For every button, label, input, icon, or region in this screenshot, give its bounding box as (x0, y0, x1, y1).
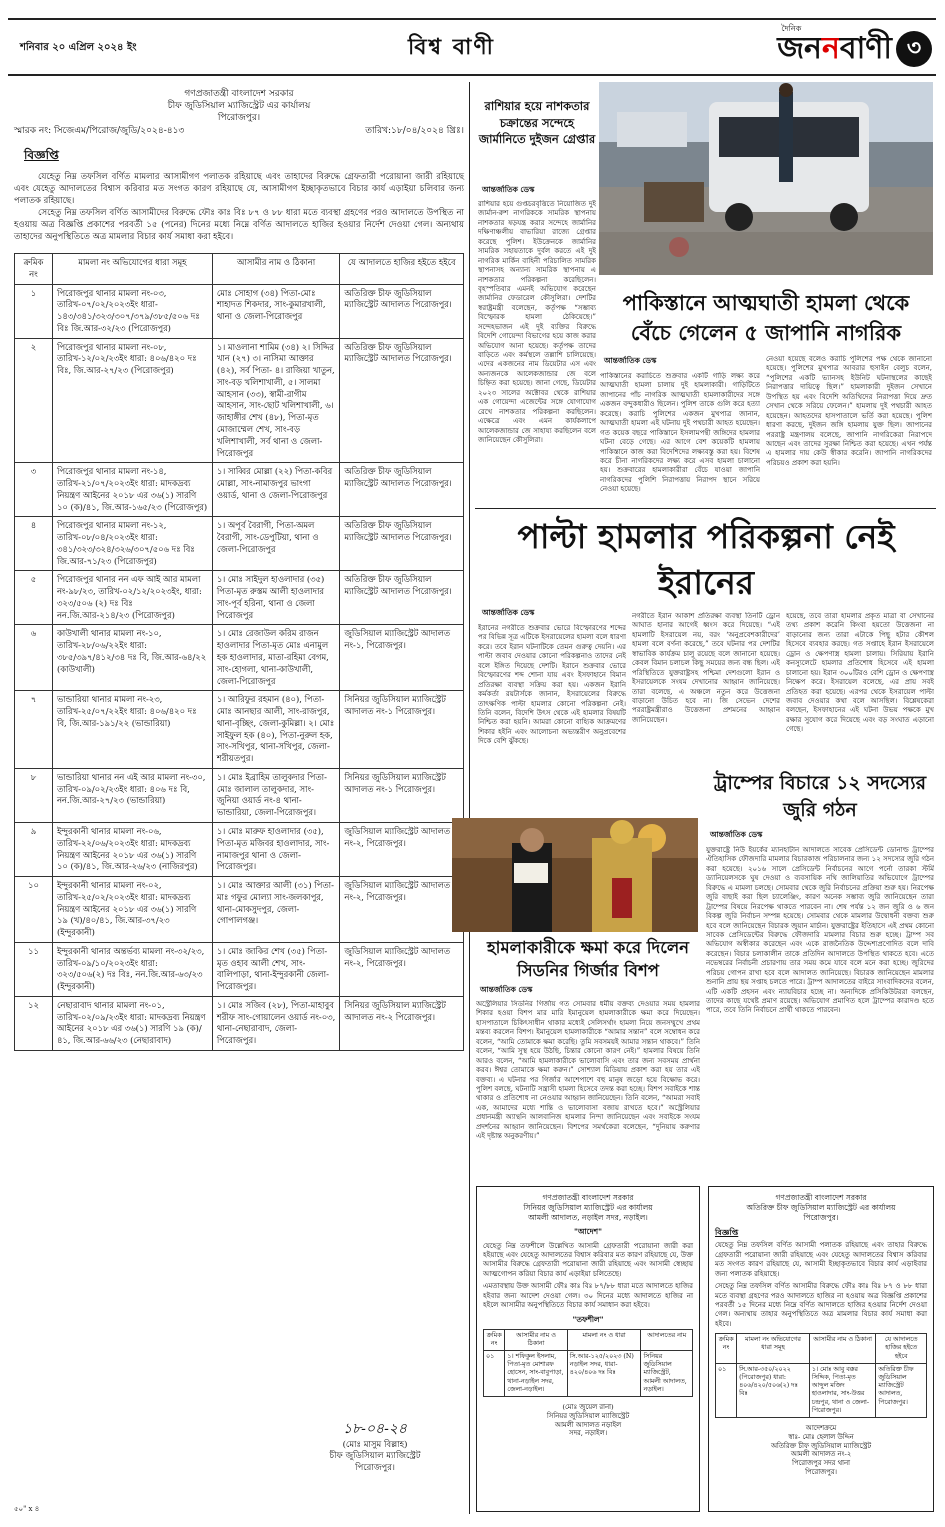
table-row (15, 822, 464, 876)
table-cell: ১। মোঃ ইব্রাহিম তালুকদার পিতা-মোঃ জালাল তালুকদার, সাং-জুনিয়া ওয়ার্ড নং-৪ থানা-ভান্ডারিয়া, জেলা-পিরোজপুর। (212, 768, 340, 822)
notice-signature: ১৮-০৪-২৪ (মোঃ মাসুম বিল্লাহ) চীফ জুডিসিয়াল ম্যাজিস্ট্রেট পিরোজপুর। (290, 1420, 460, 1475)
ad-table: ক্রমিক নং আসামীর নাম ও ঠিকানা মামলা নং ও ধারা আদালতের নাম ০১ ১। শফিকুল ইসলাম, পিতা-মৃত মোশারফ হোসেন, সাং-বাবুপাড়া, থানা-নড়াইল সদর, জেলা-নড়াইল। সি.আর-১২৫/২০২৩ (N) নড়াইল সদর, ধারা- ৪২০/৪০৬ দঃ বিঃ সিনিয়র জুডিসিয়াল ম্যাজিস্ট্রেট, আমলী আদালত, নড়াইল। (483, 1329, 693, 1397)
table-cell: ৯ (15, 822, 53, 876)
table-cell: ৪ (15, 517, 53, 571)
table-row: ০১ সি.আর-৩৫০/২০২২ (পিরোজপুর) ধারা: ৪০৬/৪২০/৫০৬(২) দঃ বিঃ ১। মোঃ আবু বক্কর সিদ্দিক, পিতা-মৃত আব্দুল মজিদ হাওলাদার, সাং-উত্তর চন্দ্রপুর, থানা ও জেলা-পিরোজপুর। অতিরিক্ত চীফ জুডিসিয়াল ম্যাজিস্ট্রেট আদালত, পিরোজপুর। (716, 1363, 927, 1417)
table-row (15, 691, 464, 769)
logo-tagline: দৈনিক (781, 24, 802, 33)
ad-signature: (মোঃ জুয়েল রানা) সিনিয়র জুডিসিয়াল ম্যাজিস্ট্রেট আমলী আদালত নড়াইল সদর, নড়াইল। (546, 1402, 630, 1438)
table-row (15, 877, 464, 943)
masthead (8, 18, 936, 76)
table-row (15, 625, 464, 691)
table-cell: জুডিসিয়াল ম্যাজিস্ট্রেট আদালত নং-২, পিরোজপুর। (340, 942, 464, 996)
notice-title: বিজ্ঞপ্তি (24, 147, 59, 162)
table-cell: পিরোজপুর থানার নন এফ আই আর মামলা নং-৯৮/২৩, তারিখ-০২/১২/২০২৩ইং, ধারা: ৩২৩/৫০৬ (২) দঃ বিঃ নন.জি.আর-২১৪/২৩ (পিরোজপুর) (52, 571, 212, 625)
table-cell: ১। মাওলানা শামিম (৩৪) ২। সিদ্দির খান (২৭) ৩। নাসিমা আক্তার (৪২), সর্ব পিতা- ৪। রাজিয়া খাতুন, সাং-বড় খলিশাখালী, ৫। সালমা আহসান (৩৩), স্বামী-রাগীম আহসান, সাং-ছোট খলিশাখালী, ৬। জাহাঙ্গীর শেখ (৪৮), পিতা-মৃত মোজাম্মেল শেখ, সাং-বড় খলিশাখালী, সর্ব থানা ও জেলা-পিরোজপুর (212, 338, 340, 463)
table-cell: সিনিয়র জুডিসিয়াল ম্যাজিস্ট্রেট আদালত নং-১ পিরোজপুর। (340, 691, 464, 769)
table-cell: ৬ (15, 625, 53, 691)
table-cell: জুডিসিয়াল ম্যাজিস্ট্রেট আদালত নং-২, পিরোজপুর। (340, 877, 464, 943)
ad-title: "আদেশ" (574, 1227, 602, 1237)
table-row (15, 571, 464, 625)
column-rule (469, 82, 470, 1514)
table-cell: ভান্ডারিয়া থানার নন এই আর মামলা নং-৩০, তারিখ-০৯/০২/২৩ইং ধারা: ৪০৬ দঃ বি, নন.জি.আর-২৭/২৩ (ভান্ডারিয়া) (52, 768, 212, 822)
notice-paragraph: যেহেতু নিম্ন তফসিল বর্ণিত মামলার আসামীগণ পলাতক রহিয়াছে এবং তাহাদের বিরুদ্ধে গ্রেফতারী পরোয়ানা জারী রহিয়াছে এবং যেহেতু আদালতের বিশ্বাস করিবার মত সংগত কারণ রহিয়াছে যে, আসামীগণ ইচ্ছাকৃতভাবে বিচার কার্য এড়াইয়া চলিবার জন্য পলাতক রহিয়াছে। (14, 171, 464, 206)
table-cell: ১। আরিফুর রহমান (৪০), পিতা-মোঃ আনছার আলী, সাং-রাজপুর, থানা-বৃচ্ছিং, জেলা-কুমিল্লা। ২। মোঃ সাইফুল হক (৪০), পিতা-নুরুল হক, সাং-সখিপুর, থানা-সখিপুর, জেলা-শরীয়তপুর। (212, 691, 340, 769)
column-header: আসামীর নাম ও ঠিকানা (212, 254, 340, 285)
headline-trump: ট্রাম্পের বিচারে ১২ সদস্যের জুরি গঠন (713, 772, 927, 821)
table-cell: ৫ (15, 571, 53, 625)
photo-karachi-attack (599, 82, 933, 275)
table-cell: ১। মোঃ সাইদুল হাওলাদার (৩৫) পিতা-মৃত রুস্তম আলী হাওলাদার সাং-পূর্ব হরিনা, থানা ও জেলা পিরোজপুর (212, 571, 340, 625)
newspaper-logo (777, 26, 932, 72)
ad-title: বিজ্ঞপ্তি (715, 1227, 739, 1238)
ad-signature: আদেশক্রমে স্বাঃ- মোঃ হেলাল উদ্দিন অতিরিক্ত চীফ জুডিসিয়াল ম্যাজিস্ট্রেট আমলী আদালত নং-২ পিরোজপুর সদর থানা পিরোজপুর। (770, 1423, 872, 1476)
page-number: ৩ (896, 31, 932, 67)
legal-ad-narail: গণপ্রজাতন্ত্রী বাংলাদেশ সরকার সিনিয়র জুডিসিয়াল ম্যাজিস্ট্রেট এর কার্যালয় আমলী আদালত, নড়াইল সদর, নড়াইল। "আদেশ" যেহেতু নিম্ন তফশীলে উল্লেখিত আসামী গ্রেফতারী পরোয়ানা জারী করা হইয়াছে এবং যেহেতু আদালতের বিশ্বাস করিবার মত কারণ রহিয়াছে যে, উক্ত আসামীর বিরুদ্ধে গ্রেফতারী পরোয়ানা জারী রহিয়াছে এবং আসামী স্বেচ্ছায় আত্মগোপন করিয়া বিচার কার্য এড়াইয়া চলিতেছে। এমতাবস্থায় উক্ত আসামী ফৌঃ কাঃ বিঃ ৮৭/৮৮ ধারা মতে আদালতে হাজির হইবার জন্য আদেশ দেওয়া গেল। ৩০ দিনের মধ্যে আদালতে হাজির না হইলে আসামীর অনুপস্থিতিতে বিচার কার্য সমাধান করা হইবে। "তফশীল" ক্রমিক নং আসামীর নাম ও ঠিকানা মামলা নং ও ধারা আদালতের নাম ০১ ১। শফিকুল ইসলাম, পিতা-মৃত মোশারফ হোসেন, সাং-বাবুপাড়া, থানা-নড়াইল সদর, জেলা-নড়াইল। সি.আর-১২৫/২০২৩ (N) নড়াইল সদর, ধারা- ৪২০/৪০৬ দঃ বিঃ সিনিয়র জুডিসিয়াল ম্যাজিস্ট্রেট, আমলী আদালত, নড়াইল। (মোঃ জুয়েল রানা) সিনিয়র জুডিসিয়াল ম্যাজিস্ট্রেট আমলী আদালত নড়াইল সদর, নড়াইল। (476, 1186, 700, 1512)
section-rule (475, 508, 936, 509)
section-title: বিশ্ব বাণী (408, 34, 495, 60)
table-row (15, 768, 464, 822)
article-iran-cont: হয়েছে, তবে তারা হামলার প্রকৃত মাত্রা বা সেখানের তথ্য প্রকাশ করেনি কিংবা হয়তো উত্তেজনা না বাড়ানোর জন্য তারা এটাকে পিছু হটার কৌশল হিসেবে ব্যবহার করছে। গত সপ্তাহে ইরান ইসরায়েলে ড্রোন ও ক্ষেপণাস্ত্র হামলা চালায়। সিরিয়ায় ইরানি কনস্যুলেটে হামলার প্রতিশোধ হিসেবে এই হামলা চালানো হয়। ইরান ৩০০টিরও বেশি ড্রোন ও ক্ষেপণাস্ত্র নিক্ষেপ করে। ইসরায়েল বলেছে, এর প্রায় সবই প্রতিহত করা হয়েছে। এরপর থেকে ইসরায়েল পাল্টা জবাব দেওয়ার কথা বলে আসছিল। বিশ্লেষকেরা বলছেন, ইসফাহানের এই ঘটনা উভয় পক্ষকে মুখ রক্ষার সুযোগ করে দিয়েছে এবং বড় সংঘাত এড়ানো গেছে। (786, 612, 934, 734)
headline-bishop: হামলাকারীকে ক্ষমা করে দিলেন সিডনির গির্জার বিশপ (487, 938, 689, 981)
court-notice (14, 88, 464, 1051)
article-pakistan: পাকিস্তানের করাচিতে শুক্রবার একটি গাড়ি লক্ষ্য করে আত্মঘাতী হামলা চালায় দুই হামলাকারী। গাড়িটিতে জাপানের পাঁচ নাগরিক আত্মঘাতী হামলাকারীদের সঙ্গে একজন বন্দুকধারীও ছিলেন। পুলিশ তাকে গুলি করে হত্যা করেছে। করাচি পুলিশের একজন মুখপাত্র জানান, আত্মঘাতী হামলা এই ঘটনায় দুই পথচারী আহত হয়েছেন। গত কয়েক বছরে পাকিস্তানে ইসলামপন্থী জঙ্গিদের হামলার ঘটনা বেড়ে গেছে। এর আগে বেশ কয়েকটি হামলায় পাকিস্তানে কাজ করা বিদেশিদের লক্ষ্যবস্তু করা হয়। বিশেষ করে চীনা নাগরিকদের লক্ষ্য করে এসব হামলা চালানো হয়। শুক্রবারের হামলাকারীরা বেঁচে যাওয়া জাপানি নাগরিকদের পুলিশি নিরাপত্তায় নিরাপদ স্থানে সরিয়ে নেওয়া হয়েছে। (600, 372, 760, 494)
table-cell: অতিরিক্ত চীফ জুডিসিয়াল ম্যাজিস্ট্রেট আদালত পিরোজপুর। (340, 571, 464, 625)
table-cell: ৮ (15, 768, 53, 822)
issue-date: শনিবার ২০ এপ্রিল ২০২৪ ইং (20, 42, 137, 53)
table-cell: পিরোজপুর থানার মামলা নং-১২, তারিখ-০৮/০৪/২০২৩ইং ধারা: ৩৪১/৩২৩/৩২৪/৩২৬/৩০৭/৫০৬ দঃ বিঃ জি.আর-৭১/২৩ (পিরোজপুর) (52, 517, 212, 571)
table-cell: ১০ (15, 877, 53, 943)
signature-scribble: ১৮-০৪-২৪ (342, 1421, 407, 1437)
table-cell: অতিরিক্ত চীফ জুডিসিয়াল ম্যাজিস্ট্রেট আদালত পিরোজপুর। (340, 463, 464, 517)
article-russia: রাশিয়ার হয়ে গুপ্তচরবৃত্তিতে নিয়োজিত দুই জার্মান-রুশ নাগরিককে সামরিক স্থাপনায় নাশকতার ষড়যন্ত্র করার সন্দেহে জার্মানির দক্ষিণাঞ্চলীয় বাভারিয়া রাজ্যে গ্রেপ্তার করেছে পুলিশ। ইউক্রেনকে জার্মানির সামরিক সহায়তাকে দুর্বল করতে এই দুই নাগরিক মার্কিন বাহিনী পরিচালিত সামরিক স্থাপনাসহ অন্যান্য সামরিক স্থাপনায় এ নাশকতার পরিকল্পনা করেছিলেন। বৃহস্পতিবার এমনই অভিযোগ করেছেন জার্মানির ফেডারেল কৌসুলিরা। দেশটির স্বরাষ্ট্রমন্ত্রী বলেছেন, কর্তৃপক্ষ “সম্ভাব্য বিস্ফোরক হামলা ঠেকিয়েছে।” সন্দেহভাজন এই দুই ব্যক্তির বিরুদ্ধে বিদেশি গোয়েন্দা বিভাগের হয়ে কাজ করার অভিযোগ আনা হয়েছে। কর্তৃপক্ষ তাদের বাড়িতে এবং কর্মস্থলে তল্লাশি চালিয়েছে। এদের একজনের নাম ডিয়েটার এস এবং অন্যজনকে আলেকজান্ডার জে বলে চিহ্নিত করা হয়েছে। জানা গেছে, ডিয়েটার ২০২৩ সালের অক্টোবর থেকে রাশিয়ার এক গোয়েন্দা এজেন্টের সঙ্গে যোগাযোগ রেখে নাশকতার পরিকল্পনা করছিলেন। এক্ষেত্রে এবং এমন কার্যকলাপে আলেকজান্ডার জে সাহায্য করছিলেন বলে জানিয়েছেন কৌসুলিরা। (478, 200, 596, 444)
notice-paragraph: সেহেতু নিম্ন তফসিল বর্ণিত আসামীদের বিরুদ্ধে ফৌঃ কাঃ বিঃ ৮৭ ও ৮৮ ধারা মতে ব্যবস্থা গ্রহণের পরও আদালতে উপস্থিত না হওয়ায় অত্র বিজ্ঞপ্তি প্রকাশের পরবর্তী ১৫ (পনের) দিনের মধ্যে নিম্নে বর্ণিত আদালতে হাজির হওয়ার নির্দেশ দেওয়া গেল। অন্যথায় তাহাদের অনুপস্থিতিতে অত্র মামলার বিচার কার্য সমাধা করা হইবে। (14, 207, 464, 242)
desk-label: আন্তর্জাতিক ডেস্ক (482, 608, 535, 617)
table-cell: ১। সাব্বির মোল্লা (২২) পিতা-কবির মোল্লা, সাং-নামাজপুর ভাংগা ওয়ার্ড, থানা ও জেলা-পিরোজপুর (212, 463, 340, 517)
table-cell: পিরোজপুর থানার মামলা নং-০৮, তারিখ-১২/০২/২৩ইং ধারা: ৪০৬/৪২০ দঃ বিঃ, জি.আর-২৭/২৩ (পিরোজপুর) (52, 338, 212, 463)
column-header: যে আদালতে হাজির হইতে হইবে (340, 254, 464, 285)
article-iran-cont: নগরীতে ইরান আকাশ প্রতিরক্ষা ব্যবস্থা তিনটি ড্রোন আঘাত হানার আগেই ধ্বংস করে দিয়েছে। “এই হামলাটি ইসরায়েল নয়, বরং ‘অনুপ্রবেশকারীদের’ হামলা বলে বর্ণনা করেছে,” তবে ঘটনার পর দেশটির স্বাভাবিক কার্যক্রম চালু রয়েছে বলে জানানো হয়েছে। কেবল বিমান চলাচল কিছু সময়ের জন্য বন্ধ ছিল। এই পরিস্থিতিতে যুক্তরাষ্ট্রসহ পশ্চিমা দেশগুলো ইরান ও ইসরায়েলকে সংযম দেখানোর আহ্বান জানিয়েছে। তারা বলেছে, এ অঞ্চলে নতুন করে উত্তেজনা বাড়ানো উচিত হবে না। জি সেভেন দেশের পররাষ্ট্রমন্ত্রীরাও উত্তেজনা প্রশমনের আহ্বান জানিয়েছেন। (632, 612, 780, 724)
logo-name: জননবাণী (777, 31, 892, 67)
table-cell: পিরোজপুর থানার মামলা নং-১৪, তারিখ-২১/০৭/২০২৩ইং ধারা: মাদকদ্রব্য নিয়ন্ত্রণ আইনের ২০১৮ এর ৩৬(১) সারণি ১০ (ক)/৪১, জি.আর-১৬৫/২৩ (পিরোজপুর) (52, 463, 212, 517)
table-cell: ৩ (15, 463, 53, 517)
headline-pakistan: পাকিস্তানে আত্মঘাতী হামলা থেকে বেঁচে গেলেন ৫ জাপানি নাগরিক (622, 291, 910, 346)
table-cell: সিনিয়র জুডিসিয়াল ম্যাজিস্ট্রেট আদালত নং-২ পিরোজপুর। (340, 996, 464, 1050)
table-cell: পিরোজপুর থানার মামলা নং-০৩, তারিখ-০৭/০২/২০২৩ইং ধারা- ১৪৩/৩৪১/৩২৩/৩০৭/৩৭৯/৩৮৫/৫০৬ দঃ বিঃ জি.আর-৩২/২৩ (পিরোজপুর) (52, 284, 212, 338)
table-row (15, 942, 464, 996)
table-cell: ১ (15, 284, 53, 338)
table-cell: ১১ (15, 942, 53, 996)
table-cell: ইন্দুরকানী থানার অন্তর্ভব্য মামলা নং-৩২/২৩, তারিখ-০৯/১০/২০২৩ইং ধারা: ৩২৩/৫০৬(২) দঃ বিঃ, নন.জি.আর-৬৩/২৩ (ইন্দুরকানী) (52, 942, 212, 996)
table-row (15, 284, 464, 338)
desk-label: আন্তর্জাতিক ডেস্ক (710, 830, 763, 839)
table-cell: ১। মোঃ আক্তার আলী (৩১) পিতা-মাঃ গফুর মোল্যা সাং-জলকাপুর, থানা-মোকসুদপুর, জেলা-গোপালগঞ্জ। (212, 877, 340, 943)
table-cell: ২ (15, 338, 53, 463)
table-cell: ১। মোঃ রেজাউল করিম রাজন হাওলাদার পিতা-মৃত মোঃ এনামুল হক হাওলাদার, মাতা-রহিমা বেগম, সাং-হোগলা, থানা-কাউখালী, জেলা-পিরোজপুর (212, 625, 340, 691)
table-cell: ৭ (15, 691, 53, 769)
desk-label: আন্তর্জাতিক ডেস্ক (480, 985, 533, 994)
article-trump: যুক্তরাষ্ট্রে নিউ ইয়র্কের ম্যানহাটান আদালতে সাবেক প্রেসিডেন্ট ডোনাল্ড ট্রাম্পের ঐতিহাসিক ফৌজদারি মামলার বিচারকাজ পরিচালনার জন্য ১২ সদস্যের জুরি গঠন করা হয়েছে। ২০১৬ সালে প্রেসিডেন্ট নির্বাচনের আগে পর্নো তারকা স্টর্মি ড্যানিয়েলসকে ঘুষ দেওয়া ও ব্যবসায়িক নথি জালিয়াতির অভিযোগে ট্রাম্পের বিরুদ্ধে এ মামলা চলছে। সোমবার থেকে জুরি নির্বাচনের প্রক্রিয়া শুরু হয়। নিরপেক্ষ জুরি বাছাই করা ছিল চ্যালেঞ্জিং, কারণ অনেক সম্ভাব্য জুরি জানিয়েছেন তারা ট্রাম্পের বিষয়ে নিরপেক্ষ থাকতে পারবেন না। শেষ পর্যন্ত ১২ জন জুরি ও ৬ জন বিকল্প জুরি নির্বাচন সম্পন্ন হয়েছে। সোমবার থেকে মামলার উদ্বোধনী বক্তব্য শুরু হবে বলে জানিয়েছেন বিচারক জুয়ান মার্চান। যুক্তরাষ্ট্রের ইতিহাসে এই প্রথম কোনো সাবেক প্রেসিডেন্টের বিরুদ্ধে ফৌজদারি মামলার বিচার শুরু হচ্ছে। ট্রাম্প সব অভিযোগ অস্বীকার করেছেন এবং একে রাজনৈতিক উদ্দেশ্যপ্রণোদিত বলে দাবি করেছেন। বিচার চলাকালীন তাকে প্রতিদিন আদালতে উপস্থিত থাকতে হবে। এতে নভেম্বরের নির্বাচনী প্রচারণায় তার সময় কমে যাবে বলে মনে করা হচ্ছে। জুরিদের পরিচয় গোপন রাখা হবে বলে আদালত জানিয়েছে। বিচারক জানিয়েছেন মামলার শুনানি প্রায় ছয় সপ্তাহ চলতে পারে। ট্রাম্প আদালতের বাইরে সাংবাদিকদের বলেন, এটি একটি প্রহসন এবং ন্যায়বিচার হচ্ছে না। অন্যদিকে প্রসিকিউটররা বলছেন, তাদের কাছে যথেষ্ট প্রমাণ রয়েছে। অভিযোগ প্রমাণিত হলে ট্রাম্পের কারাদণ্ড হতে পারে, তবে তিনি নির্বাচনে প্রার্থী থাকতে পারবেন। (706, 846, 934, 1015)
table-cell: ১। অপূর্ব বৈরাগী, পিতা-অমল বৈরাগী, সাং-ডেপুটিয়া, থানা ও জেলা-পিরোজপুর (212, 517, 340, 571)
table-cell: ইন্দুরকানী থানার মামলা নং-০৬, তারিখ-২২/০৬/২০২৩ইং ধারা: মাদকদ্রব্য নিয়ন্ত্রণ আইনের ২০১৮ এর ৩৬(১) সারণি ১০ (ক)/৪১, জি.আর-২৬/২৩ (নাজিরপুর) (52, 822, 212, 876)
table-cell: ১। মোঃ সজিব (২৮), পিতা-মাহাবুব শরীফ সাং-গোয়ালেন ওয়ার্ড নং-০৩, থানা-নেছারাবাদ, জেলা-পিরোজপুর। (212, 996, 340, 1050)
ad-table: ক্রমিক নং মামলা নং অভিযোগের ধারা সমূহ আসামীর নাম ও ঠিকানা যে আদালতে হাজির হইতে হইবে ০১ সি.আর-৩৫০/২০২২ (পিরোজপুর) ধারা: ৪০৬/৪২০/৫০৬(২) দঃ বিঃ ১। মোঃ আবু বক্কর সিদ্দিক, পিতা-মৃত আব্দুল মজিদ হাওলাদার, সাং-উত্তর চন্দ্রপুর, থানা ও জেলা-পিরোজপুর। অতিরিক্ত চীফ জুডিসিয়াল ম্যাজিস্ট্রেট আদালত, পিরোজপুর। (715, 1333, 927, 1418)
notice-reference: স্মারক নং: সিজেএম/পিরোজ/জুডি/২০২৪-৪১৩ তারিখ:১৮/০৪/২০২৪ খ্রিঃ। (14, 126, 464, 137)
table-cell: জুডিসিয়াল ম্যাজিস্ট্রেট আদালত নং-২, পিরোজপুর। (340, 822, 464, 876)
table-cell: ভান্ডারিয়া থানার মামলা নং-২৩, তারিখ-২৫/০৭/২২ইং ধারা: ৪০৬/৪২০ দঃ বি, জি.আর-১৯১/২২ (ভান্ডারিয়া) (52, 691, 212, 769)
table-cell: জুডিসিয়াল ম্যাজিস্ট্রেট আদালত নং-১, পিরোজপুর। (340, 625, 464, 691)
table-row (15, 517, 464, 571)
table-row: ০১ ১। শফিকুল ইসলাম, পিতা-মৃত মোশারফ হোসেন, সাং-বাবুপাড়া, থানা-নড়াইল সদর, জেলা-নড়াইল। সি.আর-১২৫/২০২৩ (N) নড়াইল সদর, ধারা- ৪২০/৪০৬ দঃ বিঃ সিনিয়র জুডিসিয়াল ম্যাজিস্ট্রেট, আমলী আদালত, নড়াইল। (484, 1351, 693, 1397)
table-cell: ১। মোঃ জাকির শেখ (৩৫) পিতা-মৃত ওহাব আলী শেখ, সাং-বালিপাড়া, থানা-ইন্দুরকানী জেলা-পিরোজপুর। (212, 942, 340, 996)
table-header-row (15, 254, 464, 285)
case-table (14, 253, 464, 1051)
table-cell: মোঃ সোহাগ (৩৪) পিতা-মোঃ শাহাদত শিকদার, সাং-কুমারখালী, থানা ও জেলা-পিরোজপুর (212, 284, 340, 338)
article-bishop: অস্ট্রেলিয়ার সিডনির গির্জায় গত সোমবার ধর্মীয় বক্তব্য দেওয়ার সময় হামলার শিকার হওয়া বিশপ মার মারি ইমানুয়েল হামলাকারীকে ক্ষমা করে দিয়েছেন। হাসপাতালে চিকিৎসাধীন থাকার মধ্যেই সেলিসর্থাং হামলা নিয়ে জনসম্মুখে প্রথম মন্তব্য করলেন বিশপ। ইমানুয়েল হামলাকারীকে “আমার সন্তান” বলে সম্বোধন করে বলেন, “আমি তোমাকে ক্ষমা করেছি। তুমি সবসময়ই আমার সন্তান থাকবে।” তিনি বলেন, “আমি সুস্থ হয়ে উঠছি, চিন্তার কোনো কারণ নেই।” হামলার বিষয়ে তিনি আরও বলেন, “আমি হামলাকারীকে ভালোবাসি এবং তার জন্য সবসময় প্রার্থনা করব। ঈশ্বর তোমাকে ক্ষমা করুন।” সোশ্যাল মিডিয়ায় প্রকাশ করা হয় তার এই বক্তব্য। এ ঘটনার পর গির্জার আশেপাশে বহু মানুষ জড়ো হয়ে বিক্ষোভ করে। পুলিশ বলছে, ঘটনাটি সন্ত্রাসী হামলা হিসেবে তদন্ত করা হচ্ছে। বিশপ সবাইকে শান্ত থাকার ও প্রতিশোধ না নেওয়ার আহ্বান জানিয়েছেন। তিনি বলেন, “আমরা সবাই এক, আমাদের মধ্যে শান্তি ও ভালোবাসা বজায় রাখতে হবে।” অস্ট্রেলিয়ার প্রধানমন্ত্রী অ্যান্থনি আলবানিজ হামলার নিন্দা জানিয়েছেন এবং সবাইকে সংযম প্রদর্শনের আহ্বান জানিয়েছেন। বিশপের সমর্থকেরা বলেছেন, “দুনিয়ায় করুণার এই দৃষ্টান্ত অনুকরণীয়।” (476, 1000, 700, 1141)
table-cell: অতিরিক্ত চীফ জুডিসিয়াল ম্যাজিস্ট্রেট আদালত পিরোজপুর। (340, 284, 464, 338)
table-cell: ১২ (15, 996, 53, 1050)
column-header: মামলা নং অভিযোগের ধারা সমূহ (52, 254, 212, 285)
column-header: ক্রমিক নং (15, 254, 53, 285)
table-cell: নেছারাবাদ থানার মামলা নং-০১, তারিখ-০২/০৯/২৩ইং ধারা: মাদকদ্রব্য নিয়ন্ত্রণ আইনের ২০১৮ এর ৩৬(১) সারণি ১৯ (ক)/৪১, জি.আর-৬৬/২৩ (নেছারাবাদ) (52, 996, 212, 1050)
headline-iran: পাল্টা হামলার পরিকল্পনা নেই ইরানের (517, 517, 895, 603)
photo-sydney-church (452, 818, 698, 932)
table-cell: কাউখালী থানার মামলা নং-১০, তারিখ-২৮/০৬/২২ইং ধারা: ৩৮৫/৩৯৭/৪১২/৩৪ দঃ বি, জি.আর-৬৪/২২ (কাউখালী) (52, 625, 212, 691)
desk-label: আন্তর্জাতিক ডেস্ক (482, 185, 535, 194)
article-pakistan-cont: নেওয়া হয়েছে বলেও করাচি পুলিশের পক্ষ থেকে জানানো হয়েছে। পুলিশের মুখপাত্র আবরার হুসাইন বেলুচ বলেন, “পুলিশের একটি ভ্যানসহ ইউনিট ঘটনাস্থলের কাছেই নিরাপত্তার দায়িত্বে ছিল।” হামলাকারী দুইজন সেখানে উপস্থিত হয় এবং বিদেশি অতিথিদের নিরাপত্তা দিয়ে দ্রুত সেখান থেকে সরিয়ে ফেলেন।” হামলায় দুই পথচারী আহত হয়েছেন। আহতদের হাসপাতালে ভর্তি করা হয়েছে। পুলিশ ধারণা করছে, দুইজন জঙ্গি হামলায় যুক্ত ছিল। জাপানের পররাষ্ট্র মন্ত্রণালয় বলেছে, জাপানি নাগরিকেরা নিরাপদে আছেন এবং তাদের সুরক্ষা নিশ্চিত করা হয়েছে। এখন পর্যন্ত এ হামলার দায় কেউ স্বীকার করেনি। জাপানি নাগরিকদের পরিচয়ও প্রকাশ করা হয়নি। (766, 355, 932, 467)
table-cell: ১। মোঃ মারুফ হাওলাদার (৩৫), পিতা-মৃত মজিবর হাওলাদার, সাং-নামাজপুর থানা ও জেলা-পিরোজপুর। (212, 822, 340, 876)
ad-size-note: ৫০" x ৪ (14, 1505, 40, 1513)
legal-ad-pirojpur: গণপ্রজাতন্ত্রী বাংলাদেশ সরকার অতিরিক্ত চীফ জুডিসিয়াল ম্যাজিস্ট্রেট এর কার্যালয় পিরোজপুর। বিজ্ঞপ্তি যেহেতু নিম্ন তফসিল বর্ণিত আসামী পলাতক রহিয়াছে এবং তাহার বিরুদ্ধে গ্রেফতারী পরোয়ানা জারী রহিয়াছে এবং যেহেতু আদালতের বিশ্বাস করিবার মত সংগত কারণ রহিয়াছে যে, আসামী ইচ্ছাকৃতভাবে বিচার কার্য এড়াইবার জন্য পলাতক রহিয়াছে। সেহেতু নিম্ন তফসিল বর্ণিত আসামীর বিরুদ্ধে ফৌঃ কাঃ বিঃ ৮৭ ও ৮৮ ধারা মতে ব্যবস্থা গ্রহণের পরও আদালতে হাজির না হওয়ায় অত্র বিজ্ঞপ্তি প্রকাশের পরবর্তী ১৫ দিনের মধ্যে নিম্নে বর্ণিত আদালতে হাজির হওয়ার নির্দেশ দেওয়া গেল। অন্যথায় তাহার অনুপস্থিতিতে অত্র মামলার বিচার কার্য সমাধা করা হইবে। ক্রমিক নং মামলা নং অভিযোগের ধারা সমূহ আসামীর নাম ও ঠিকানা যে আদালতে হাজির হইতে হইবে ০১ সি.আর-৩৫০/২০২২ (পিরোজপুর) ধারা: ৪০৬/৪২০/৫০৬(২) দঃ বিঃ ১। মোঃ আবু বক্কর সিদ্দিক, পিতা-মৃত আব্দুল মজিদ হাওলাদার, সাং-উত্তর চন্দ্রপুর, থানা ও জেলা-পিরোজপুর। অতিরিক্ত চীফ জুডিসিয়াল ম্যাজিস্ট্রেট আদালত, পিরোজপুর। আদেশক্রমে স্বাঃ- মোঃ হেলাল উদ্দিন অতিরিক্ত চীফ জুডিসিয়াল ম্যাজিস্ট্রেট আমলী আদালত নং-২ পিরোজপুর সদর থানা পিরোজপুর। (708, 1186, 934, 1512)
desk-label: আন্তর্জাতিক ডেস্ক (604, 356, 657, 365)
table-row (15, 463, 464, 517)
table-cell: ইন্দুরকানী থানার মামলা নং-০২, তারিখ-২৫/০২/২০২৩ইং ধারা: মাদকদ্রব্য নিয়ন্ত্রণ আইনের ২০১৮ এর ৩৬(১) সারণি ১৯ (খ)/৪০/৪১, জি.আর-৩৭/২৩ (ইন্দুরকানী) (52, 877, 212, 943)
table-cell: সিনিয়র জুডিসিয়াল ম্যাজিস্ট্রেট আদালত নং-১ পিরোজপুর। (340, 768, 464, 822)
table-row (15, 338, 464, 463)
notice-header: গণপ্রজাতন্ত্রী বাংলাদেশ সরকার চীফ জুডিসিয়াল ম্যাজিস্ট্রেট এর কার্যালয় পিরোজপুর। (167, 89, 311, 124)
article-iran: ইরানের নগরীতে শুক্রবার ভোরে বিস্ফোরণের শব্দের পর বিভিন্ন সূত্র এটিকে ইসরায়েলের হামলা বলে ধারণা করে। তবে ইরান ঘটনাটিকে তেমন গুরুত্ব দেয়নি। এর পাল্টা জবাব দেওয়ার কোনো পরিকল্পনাও তাদের নেই বলে ইঙ্গিত দিয়েছে দেশটি। ইরানে শুক্রবার ভোরে বিস্ফোরণের শব্দ শোনা যায় এবং ইসফাহানে বিমান প্রতিরক্ষা ব্যবস্থা সক্রিয় করা হয়। একজন ইরানি কর্মকর্তা রয়টার্সকে জানান, ইসরায়েলের বিরুদ্ধে তাৎক্ষণিক পাল্টা হামলার কোনো পরিকল্পনা নেই। তিনি বলেন, বিদেশি উৎস থেকে এই হামলার বিষয়টি নিশ্চিত করা হয়নি। আমরা কোনো বাহ্যিক আক্রমণের শিকার হইনি এবং আলোচনা অভ্যন্তরীণ অনুপ্রবেশের দিকে বেশি ঝুঁকছে। (478, 624, 626, 746)
headline-russia: রাশিয়ার হয়ে নাশকতার চক্রান্তের সন্দেহে জার্মানিতে দুইজন গ্রেপ্তার (478, 99, 596, 147)
table-cell: অতিরিক্ত চীফ জুডিসিয়াল ম্যাজিস্ট্রেট আদালত পিরোজপুর। (340, 338, 464, 463)
table-row (15, 996, 464, 1050)
table-cell: অতিরিক্ত চীফ জুডিসিয়াল ম্যাজিস্ট্রেট আদালত পিরোজপুর। (340, 517, 464, 571)
